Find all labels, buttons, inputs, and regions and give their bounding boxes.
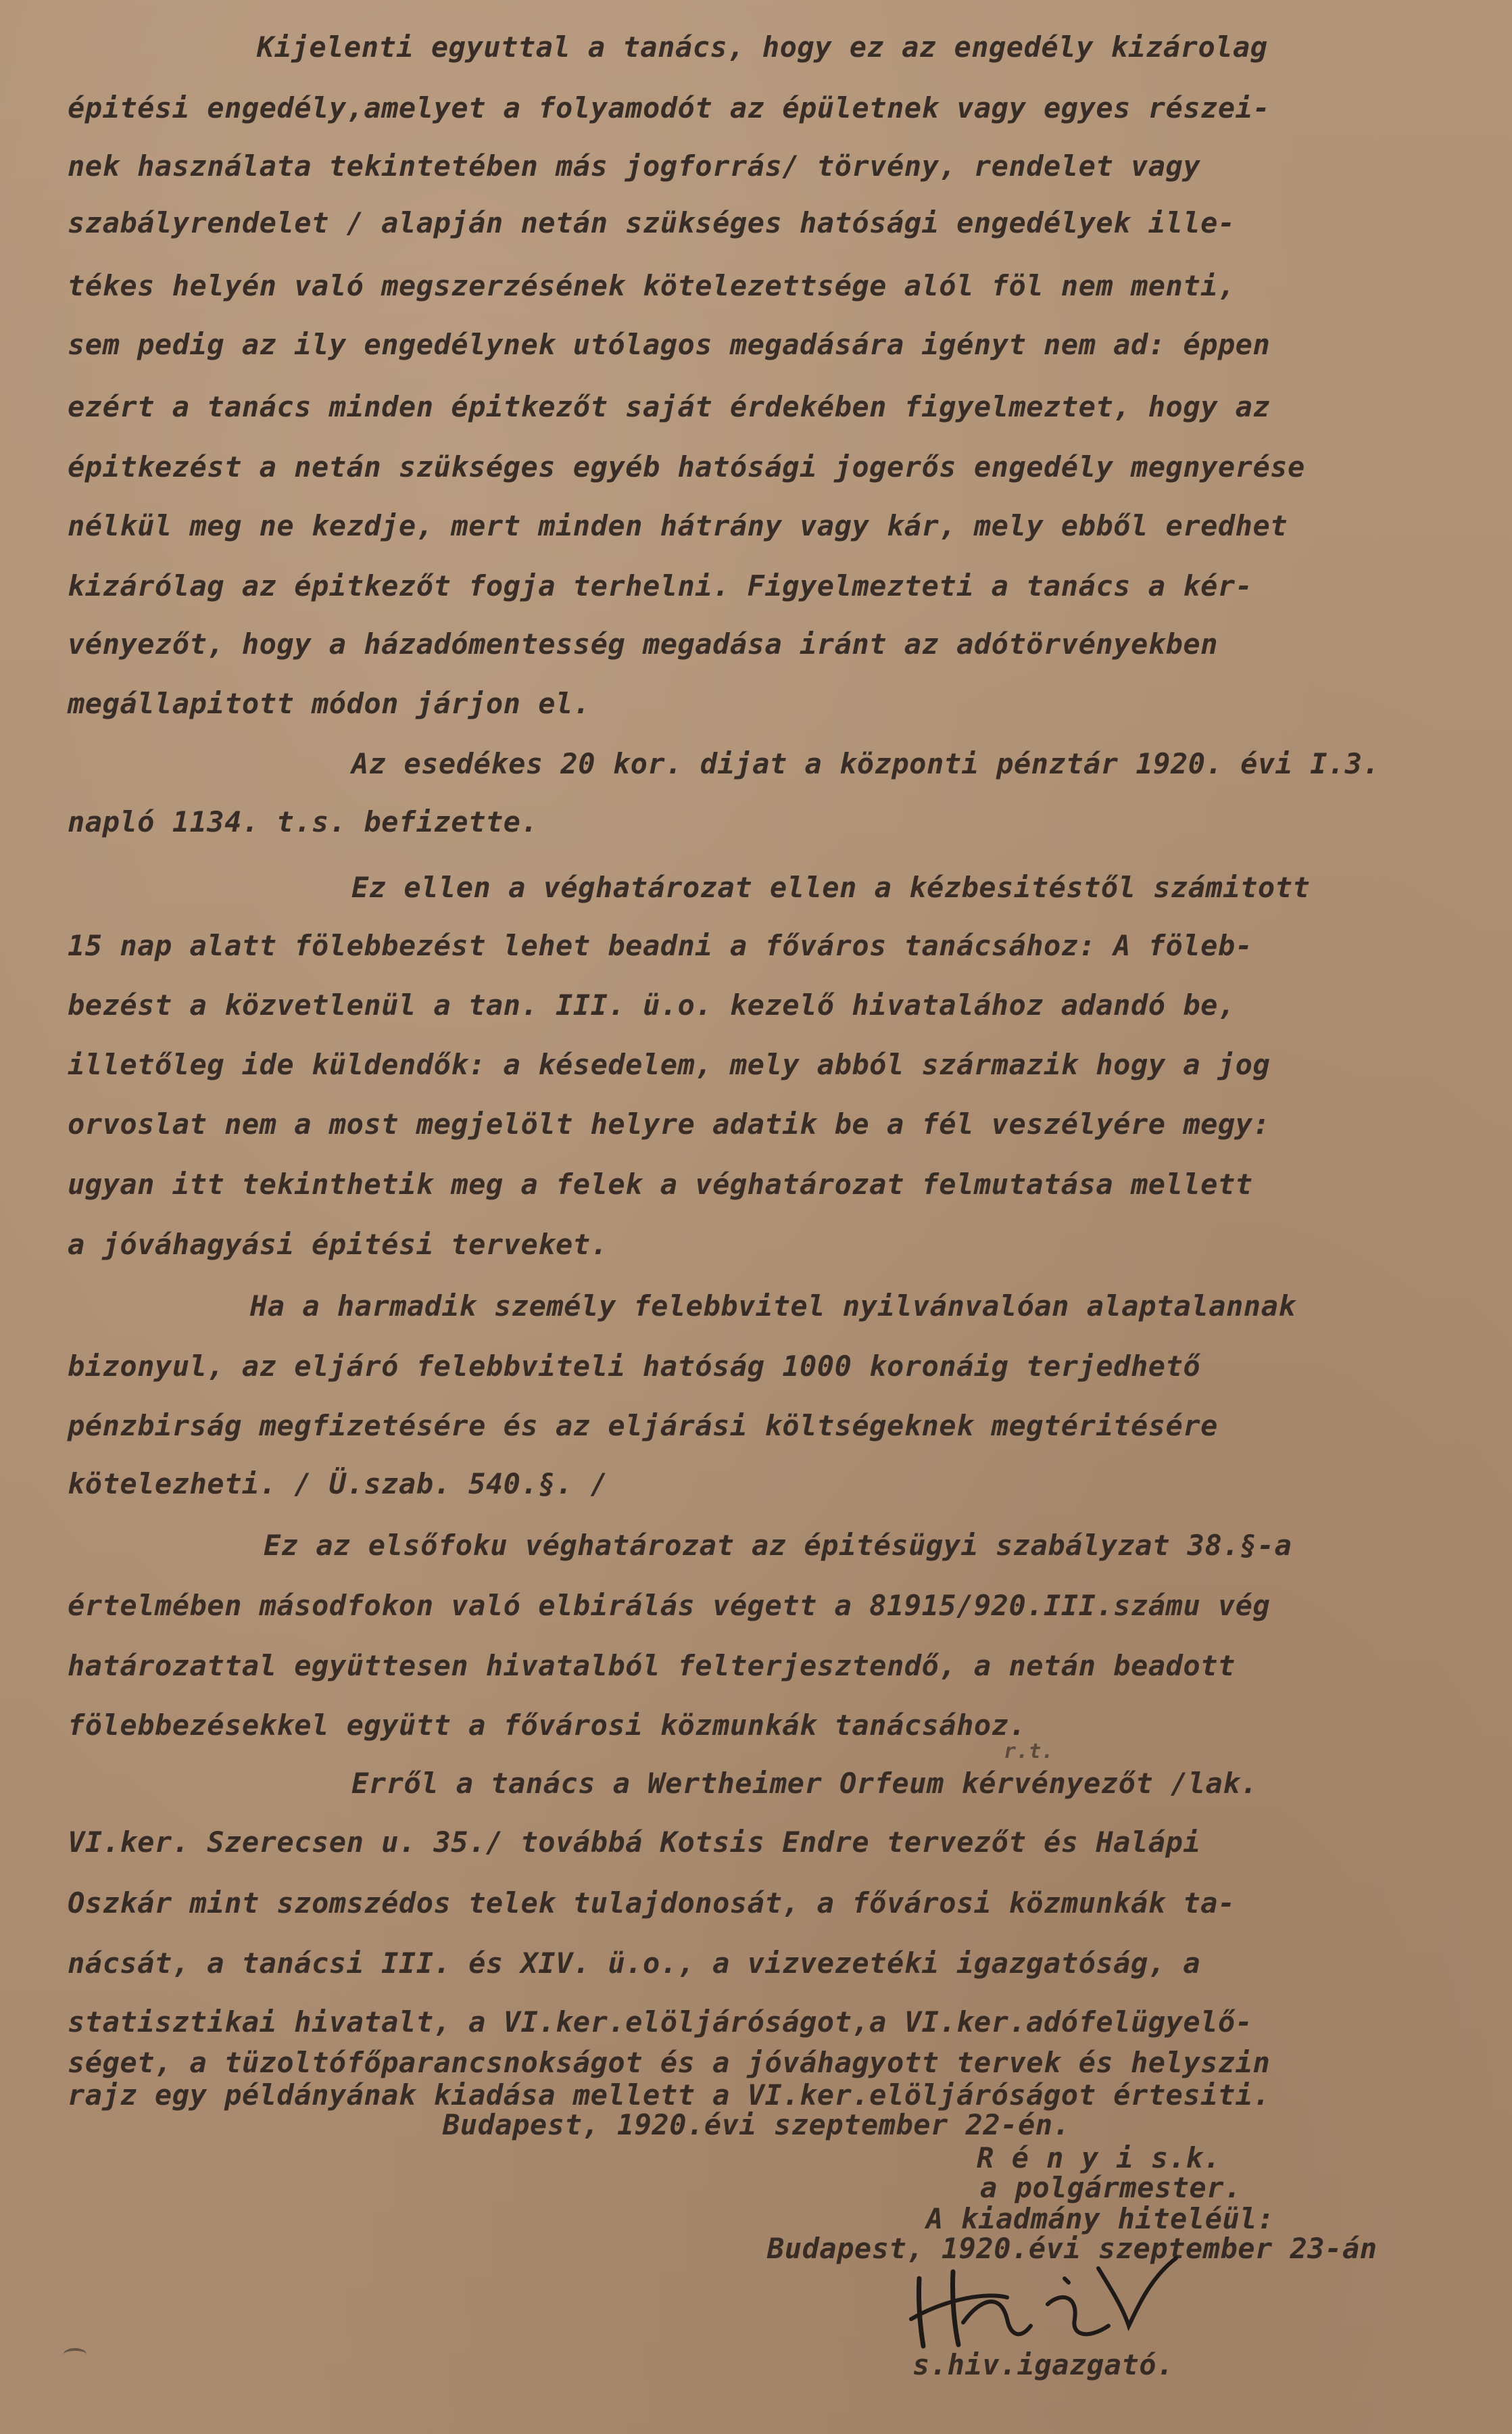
text-line: nek használata tekintetében más jogforrás/ törvény, rendelet vagy xyxy=(68,149,1201,183)
text-line: fölebbezésekkel együtt a fővárosi közmunkák tanácsához. xyxy=(68,1709,1027,1742)
text-line: bezést a közvetlenül a tan. III. ü.o. kezelő hivatalához adandó be, xyxy=(68,988,1236,1022)
abbreviation-mark: r.t. xyxy=(1004,1740,1054,1763)
text-line: Kijelenti egyuttal a tanács, hogy ez az engedély kizárolag xyxy=(257,30,1268,64)
text-line: nácsát, a tanácsi III. és XIV. ü.o., a vizvezetéki igazgatóság, a xyxy=(68,1947,1201,1980)
signature-title: s.hiv.igazgató. xyxy=(912,2348,1174,2381)
certification-line: A kiadmány hiteléül: xyxy=(926,2202,1275,2235)
signer-title: a polgármester. xyxy=(980,2171,1242,2204)
date-line: Budapest, 1920.évi szeptember 22-én. xyxy=(443,2108,1071,2141)
text-line: rajz egy példányának kiadása mellett a VI.ker.elöljáróságot értesiti. xyxy=(68,2078,1271,2111)
text-line: vényezőt, hogy a házadómentesség megadása iránt az adótörvényekben xyxy=(68,627,1218,661)
text-line: épitési engedély,amelyet a folyamodót az épületnek vagy egyes részei- xyxy=(68,91,1271,124)
text-line: határozattal együttesen hivatalból felterjesztendő, a netán beadott xyxy=(68,1649,1236,1682)
text-line: pénzbirság megfizetésére és az eljárási költségeknek megtéritésére xyxy=(68,1409,1218,1442)
text-line: napló 1134. t.s. befizette. xyxy=(68,805,539,838)
text-line: kötelezheti. / Ü.szab. 540.§. / xyxy=(68,1467,608,1500)
text-line: Erről a tanács a Wertheimer Orfeum kérvényezőt /lak. xyxy=(351,1767,1258,1800)
text-line: szabályrendelet / alapján netán szükséges hatósági engedélyek ille- xyxy=(68,206,1236,239)
text-line: Ez ellen a véghatározat ellen a kézbesitéstől számitott xyxy=(351,871,1311,904)
text-line: illetőleg ide küldendők: a késedelem, mely abból származik hogy a jog xyxy=(68,1048,1271,1081)
text-line: kizárólag az épitkezőt fogja terhelni. Figyelmezteti a tanács a kér- xyxy=(68,569,1253,602)
text-line: VI.ker. Szerecsen u. 35./ továbbá Kotsis Endre tervezőt és Halápi xyxy=(68,1826,1201,1859)
text-line: sem pedig az ily engedélynek utólagos megadására igényt nem ad: éppen xyxy=(68,328,1271,361)
handwritten-signature xyxy=(906,2251,1190,2353)
signer-name: R é n y i s.k. xyxy=(977,2141,1221,2174)
text-line: ugyan itt tekinthetik meg a felek a véghatározat felmutatása mellett xyxy=(68,1168,1253,1201)
paper-mark xyxy=(64,2348,87,2360)
text-line: Ha a harmadik személy felebbvitel nyilvánvalóan alaptalannak xyxy=(250,1289,1296,1322)
text-line: értelmében másodfokon való elbirálás végett a 81915/920.III.számu vég xyxy=(68,1589,1271,1622)
certification-date: Budapest, 1920.évi szeptember 23-án xyxy=(767,2232,1377,2265)
text-line: Ez az elsőfoku véghatározat az épitésügyi szabályzat 38.§-a xyxy=(264,1529,1292,1562)
text-line: bizonyul, az eljáró felebbviteli hatóság 1000 koronáig terjedhető xyxy=(68,1350,1201,1383)
text-line: tékes helyén való megszerzésének kötelezettsége alól föl nem menti, xyxy=(68,269,1236,302)
text-line: séget, a tüzoltófőparancsnokságot és a jóváhagyott tervek és helyszin xyxy=(68,2046,1271,2079)
text-line: 15 nap alatt fölebbezést lehet beadni a főváros tanácsához: A föleb- xyxy=(68,929,1253,962)
text-line: Az esedékes 20 kor. dijat a központi pénztár 1920. évi I.3. xyxy=(351,747,1380,780)
text-line: a jóváhagyási épitési terveket. xyxy=(68,1228,608,1261)
text-line: Oszkár mint szomszédos telek tulajdonosát, a fővárosi közmunkák ta- xyxy=(68,1886,1236,1919)
text-line: nélkül meg ne kezdje, mert minden hátrány vagy kár, mely ebből eredhet xyxy=(68,509,1288,542)
text-line: orvoslat nem a most megjelölt helyre adatik be a fél veszélyére megy: xyxy=(68,1107,1271,1141)
text-line: megállapitott módon járjon el. xyxy=(68,687,591,720)
text-line: statisztikai hivatalt, a VI.ker.elöljáróságot,a VI.ker.adófelügyelő- xyxy=(68,2005,1253,2038)
text-line: épitkezést a netán szükséges egyéb hatósági jogerős engedély megnyerése xyxy=(68,450,1305,483)
text-line: ezért a tanács minden épitkezőt saját érdekében figyelmeztet, hogy az xyxy=(68,390,1271,423)
